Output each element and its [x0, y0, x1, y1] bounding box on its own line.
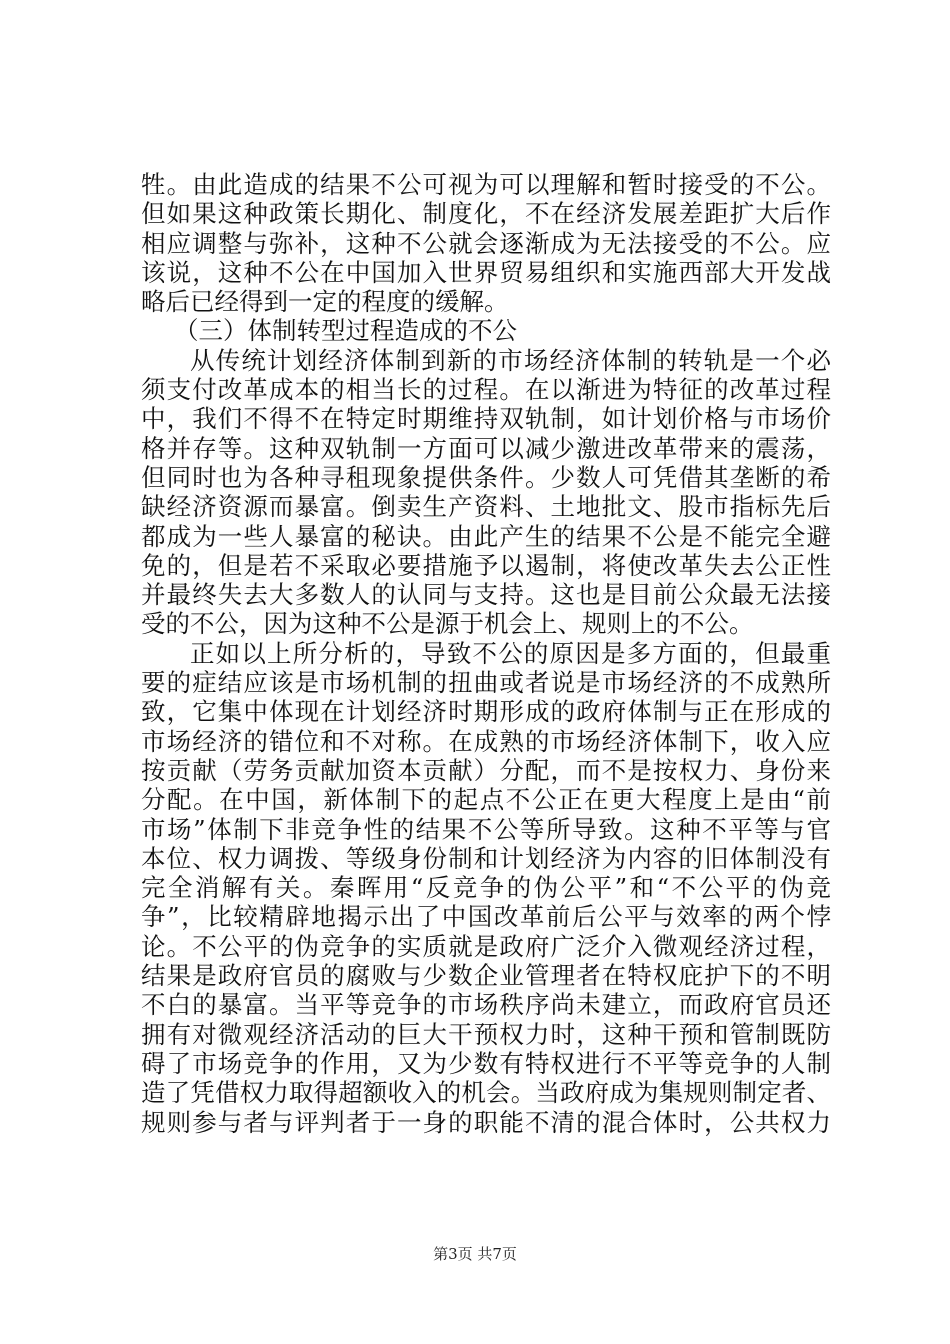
- text-line: 要的症结应该是市场机制的扭曲或者说是市场经济的不成熟所: [141, 668, 831, 698]
- text-line: 造了凭借权力取得超额收入的机会。当政府成为集规则制定者、: [141, 1078, 831, 1108]
- text-line: 争”，比较精辟地揭示出了中国改革前后公平与效率的两个悖: [141, 902, 831, 932]
- section-heading: [141, 316, 831, 345]
- section-heading-text: （三）体制转型过程造成的不公: [174, 316, 517, 346]
- text-line: 该说，这种不公在中国加入世界贸易组织和实施西部大开发战: [141, 257, 831, 287]
- text-line: 本位、权力调拨、等级身份制和计划经济为内容的旧体制没有: [141, 843, 831, 873]
- text-line: 须支付改革成本的相当长的过程。在以渐进为特征的改革过程: [141, 375, 831, 405]
- text-line: 牲。由此造成的结果不公可视为可以理解和暂时接受的不公。: [141, 170, 831, 199]
- text-line: 分配。在中国，新体制下的起点不公正在更大程度上是由“前: [141, 785, 831, 815]
- text-line: 相应调整与弥补，这种不公就会逐渐成为无法接受的不公。应: [141, 228, 831, 258]
- page-number-label: 第3页 共7页: [433, 1245, 517, 1263]
- text-line: 结果是政府官员的腐败与少数企业管理者在特权庇护下的不明: [141, 961, 831, 991]
- text-line: 市场”体制下非竞争性的结果不公等所导致。这种不平等与官: [141, 814, 831, 844]
- text-line: 略后已经得到一定的程度的缓解。: [141, 287, 509, 317]
- text-line: 缺经济资源而暴富。倒卖生产资料、土地批文、股市指标先后: [141, 492, 831, 522]
- text-line: 中，我们不得不在特定时期维持双轨制，如计划价格与市场价: [141, 404, 831, 434]
- text-line: 拥有对微观经济活动的巨大干预权力时，这种干预和管制既防: [141, 1019, 831, 1049]
- text-line: 致，它集中体现在计划经济时期形成的政府体制与正在形成的: [141, 697, 831, 727]
- text-line: 市场经济的错位和不对称。在成熟的市场经济体制下，收入应: [141, 726, 831, 756]
- text-line: 不白的暴富。当平等竞争的市场秩序尚未建立，而政府官员还: [141, 990, 831, 1020]
- text-line: 从传统计划经济体制到新的市场经济体制的转轨是一个必: [190, 345, 831, 375]
- text-line: 并最终失去大多数人的认同与支持。这也是目前公众最无法接: [141, 580, 831, 610]
- page-footer: [0, 1244, 950, 1264]
- text-line: 免的，但是若不采取必要措施予以遏制，将使改革失去公正性: [141, 550, 831, 580]
- text-line: 论。不公平的伪竞争的实质就是政府广泛介入微观经济过程，: [141, 931, 831, 961]
- text-line: 完全消解有关。秦晖用“反竞争的伪公平”和“不公平的伪竞: [141, 873, 831, 903]
- paragraph: [141, 639, 831, 1137]
- text-line: 格并存等。这种双轨制一方面可以减少激进改革带来的震荡，: [141, 433, 831, 463]
- paragraph-continuation: [141, 170, 831, 316]
- text-line: 规则参与者与评判者于一身的职能不清的混合体时，公共权力: [141, 1107, 831, 1137]
- text-line: 正如以上所分析的，导致不公的原因是多方面的，但最重: [190, 638, 831, 668]
- text-line: 按贡献（劳务贡献加资本贡献）分配，而不是按权力、身份来: [141, 755, 831, 785]
- document-body: [141, 170, 831, 1137]
- text-line: 但如果这种政策长期化、制度化，不在经济发展差距扩大后作: [141, 199, 831, 229]
- text-line: 都成为一些人暴富的秘诀。由此产生的结果不公是不能完全避: [141, 521, 831, 551]
- text-line: 但同时也为各种寻租现象提供条件。少数人可凭借其垄断的希: [141, 462, 831, 492]
- text-line: 受的不公，因为这种不公是源于机会上、规则上的不公。: [141, 609, 754, 639]
- text-line: 碍了市场竞争的作用，又为少数有特权进行不平等竞争的人制: [141, 1048, 831, 1078]
- paragraph: [141, 346, 831, 639]
